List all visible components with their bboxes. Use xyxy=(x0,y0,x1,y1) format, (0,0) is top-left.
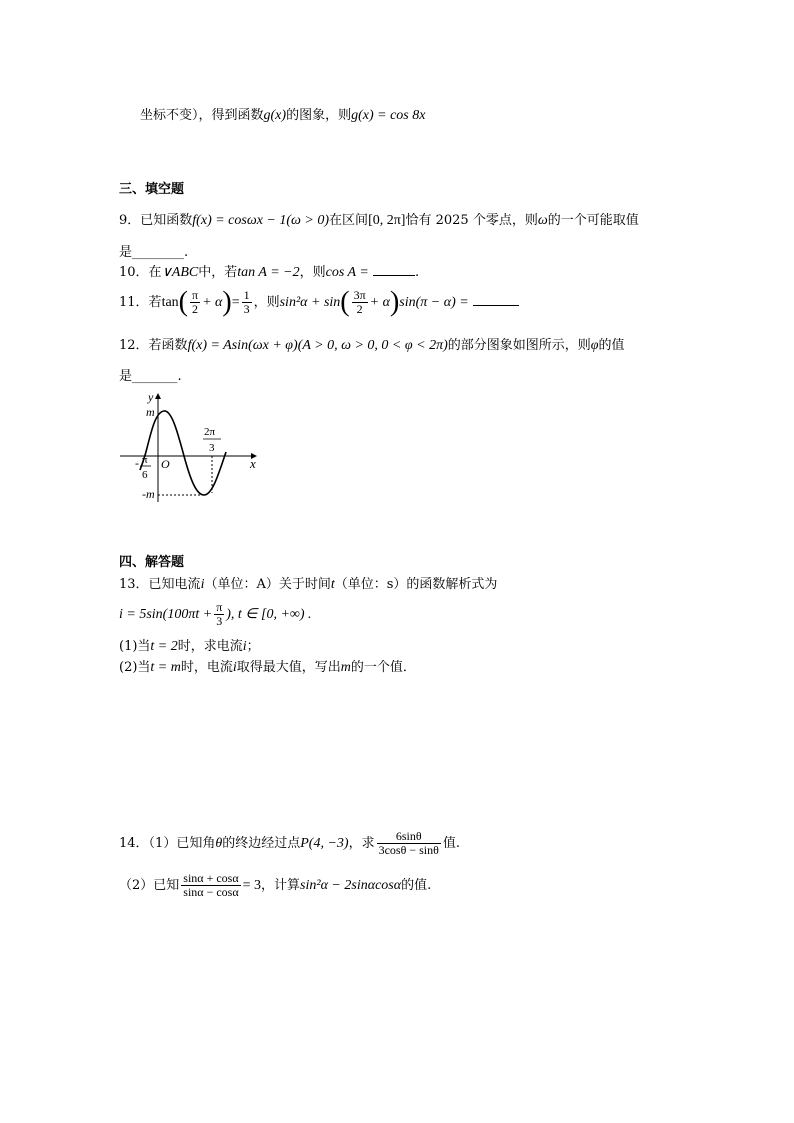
answer-blank[interactable] xyxy=(473,305,519,306)
question-10: 10．在∨ABC中，若tan A = −2，则cos A = . xyxy=(119,265,420,280)
function-expr: f(x) = Asin(ωx + φ)(A > 0, ω > 0, 0 < φ < 2π) xyxy=(187,338,448,353)
text: 坐标不变），得到函数 xyxy=(140,108,264,123)
three-label: 3 xyxy=(209,442,215,454)
fraction-3pi-over-2: $\frac{3\pi}{2}$ xyxy=(353,288,366,316)
x-label: x xyxy=(250,456,256,471)
two-pi-label: 2π xyxy=(204,426,216,438)
continuation-line xyxy=(140,107,425,125)
fraction-sin-cos: $\frac{\sin\alpha + \cos\alpha}{\sin\alpha - \cos\alpha}$ xyxy=(183,871,239,899)
question-13-formula: i = 5sin(100πt + $\frac{\pi}{3}$ ), t ∈ [0, +∞) . xyxy=(119,600,312,628)
origin-label: O xyxy=(161,457,170,471)
text: 的图象，则 xyxy=(286,108,352,123)
sine-graph xyxy=(118,390,268,508)
answer-blank[interactable] xyxy=(373,275,415,276)
question-13-part2: (2)当t = m时，电流i取得最大值，写出m的一个值． xyxy=(119,660,416,675)
question-13: 13．已知电流i（单位：A）关于时间t（单位：s）的函数解析式为 xyxy=(119,577,498,592)
fraction-6sin-over-expr: $\frac{6\sin\theta}{3\cos\theta - \sin\theta}$ xyxy=(378,829,439,857)
function-expr: f(x) = cosωx − 1(ω > 0) xyxy=(192,213,330,228)
question-12-line2: 是_______. xyxy=(119,369,182,384)
y-label: y xyxy=(148,390,154,404)
expr-result: g(x) = cos 8x xyxy=(351,108,426,123)
section-title-fill-blank: 三、填空题 xyxy=(119,182,185,197)
question-13-part1: (1)当t = 2时，求电流i； xyxy=(119,639,260,654)
neg-sign: - xyxy=(135,456,139,470)
fraction-1-over-3: $\frac{1}{3}$ xyxy=(243,288,250,316)
question-14-part1: 14．（1）已知角θ的终边经过点P(4, −3)，求 $\frac{6\sin\theta}{3\cos\theta - \sin\theta}$ 值. xyxy=(119,829,460,857)
pi-label: π xyxy=(142,454,148,466)
question-9: 9．已知函数f(x) = cosωx − 1(ω > 0)在区间[0, 2π]恰有 2025 个零点，则ω的一个可能取值 xyxy=(119,213,639,228)
fraction-pi-over-2: $\frac{\pi}{2}$ xyxy=(192,288,199,316)
six-label: 6 xyxy=(142,469,148,481)
triangle-label: ∨ABC xyxy=(161,265,199,280)
m-label: m xyxy=(146,405,155,419)
expr-g: g(x) xyxy=(263,108,287,123)
question-9-line2: 是________. xyxy=(119,245,189,260)
question-11: 11．若tan( $\frac{\pi}{2}$ + α)= $\frac{1}{3}$ ，则sin²α + sin( $\frac{3\pi}{2}$ + α)sin(π − α) = xyxy=(119,285,519,321)
neg-m-label: -m xyxy=(142,487,155,501)
fraction-pi-over-3: $\frac{\pi}{3}$ xyxy=(216,600,223,628)
section-title-solutions: 四、解答题 xyxy=(119,555,185,570)
question-14-part2: （2）已知 $\frac{\sin\alpha + \cos\alpha}{\sin\alpha - \cos\alpha}$ = 3，计算sin²α − 2sinαcosα的值. xyxy=(119,871,432,899)
interval: [0, 2π] xyxy=(368,213,406,228)
question-12: 12．若函数f(x) = Asin(ωx + φ)(A > 0, ω > 0, 0 < φ < 2π)的部分图象如图所示，则φ的值 xyxy=(119,338,625,353)
